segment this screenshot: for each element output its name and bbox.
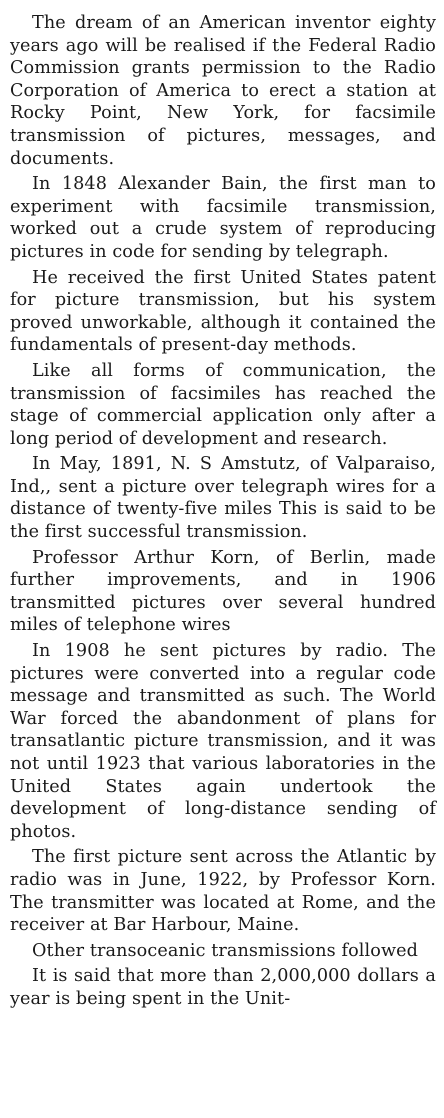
article-paragraph: Like all forms of communication, the transmission of facsimiles has reached the stage of commercial application only after a long period of development and research. [10,360,436,449]
article-paragraph: He received the first United States patent for picture transmission, but his system proved unworkable, although it contained the fundamentals of present-day methods. [10,267,436,356]
article-paragraph: Other transoceanic transmissions followed [32,940,418,961]
article-paragraph: The dream of an American inventor eighty years ago will be realised if the Federal Radio Commission grants permission to the Radio Corporation of America to erect a station at Rocky Point, New York, for facsimile transmission of pictures, messages, and documents. [10,13,436,169]
article-paragraph: Professor Arthur Korn, of Berlin, made further improvements, and in 1906 transmitted pictures over several hundred miles of telephone wires [10,547,436,636]
article-paragraph: In 1848 Alexander Bain, the first man to experiment with facsimile transmission, worked out a crude system of reproducing pictures in code for sending by telegraph. [10,174,436,262]
article-paragraph: In 1908 he sent pictures by radio. The pictures were converted into a regular code message and transmitted as such. The World War forced the abandonment of plans for transatlantic picture transmission, and it was not until 1923 that various laboratories in the United States again undertook the development of long-distance sending of photos. [10,641,436,842]
article-paragraph: In May, 1891, N. S Amstutz, of Valparaiso, Ind,, sent a picture over telegraph wires for a distance of twenty-five miles This is said to be the first successful transmission. [10,454,436,543]
article-paragraph: The first picture sent across the Atlantic by radio was in June, 1922, by Professor Korn. The transmitter was located at Rome, and the receiver at Bar Harbour, Maine. [10,847,436,936]
article-paragraph: It is said that more than 2,000,000 dollars a year is being spent in the Unit- [10,966,436,1009]
